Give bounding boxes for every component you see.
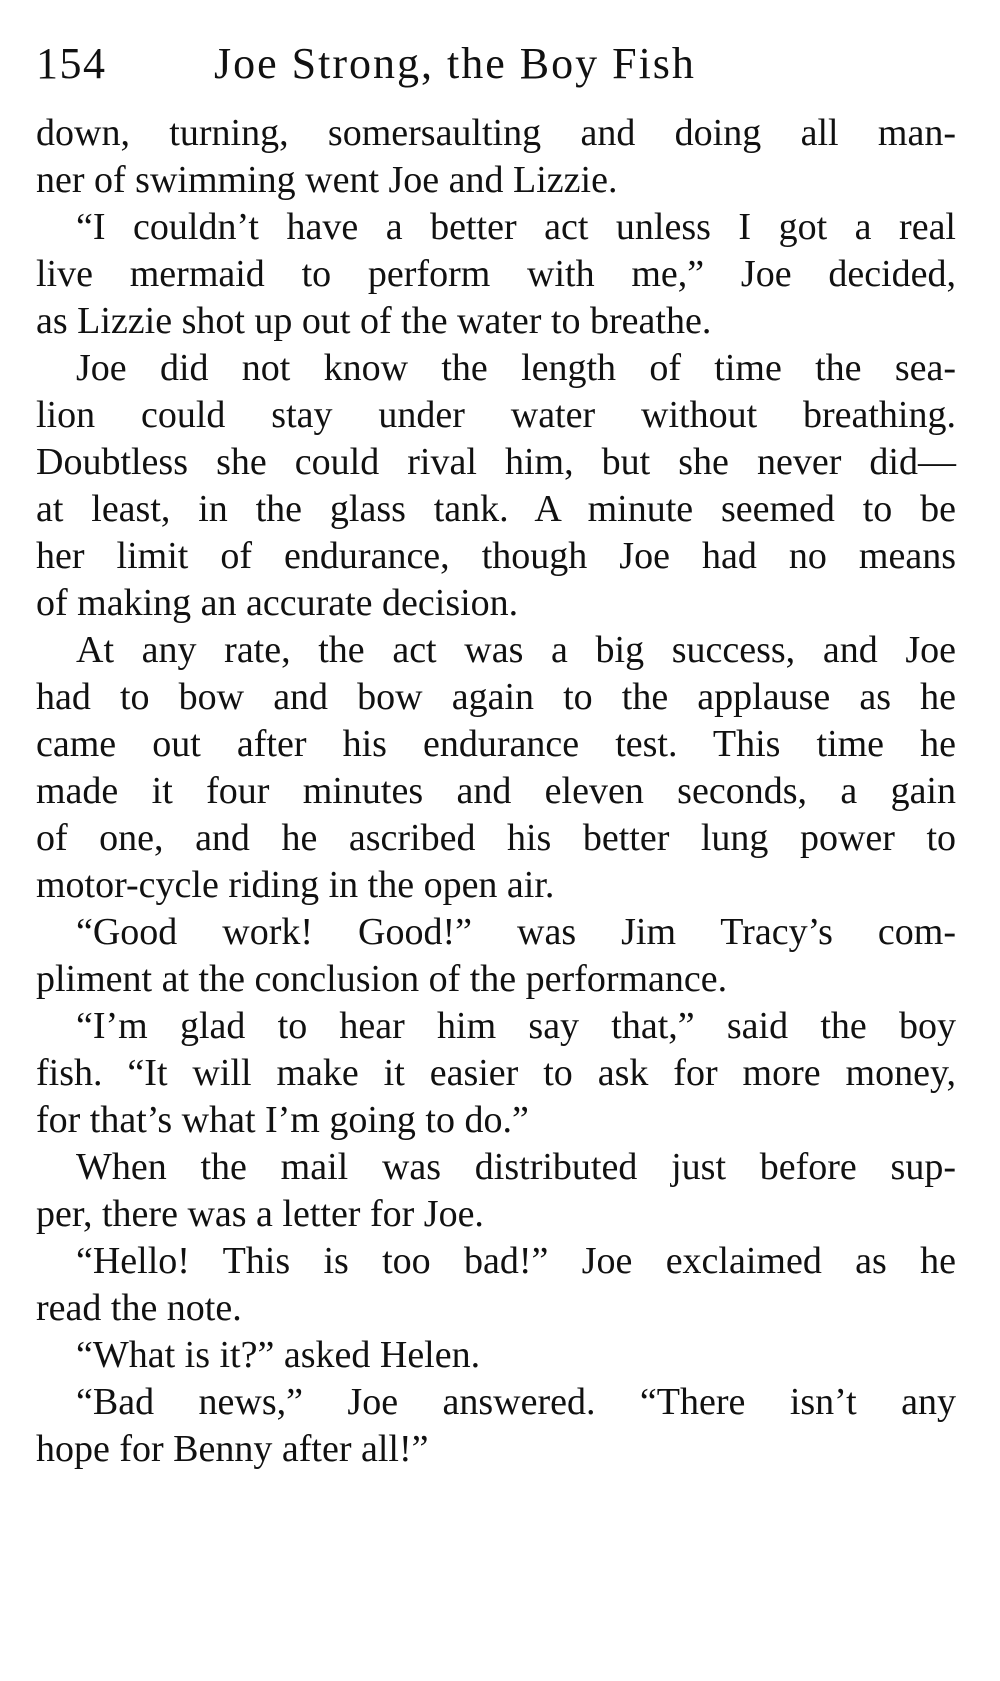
paragraph xyxy=(36,204,956,345)
running-title: Joe Strong, the Boy Fish xyxy=(214,39,696,88)
paragraph xyxy=(36,1332,956,1379)
text-line: “What is it?” asked Helen. xyxy=(76,1334,481,1376)
text-line: of making an accurate decision. xyxy=(36,582,519,624)
page-number: 154 xyxy=(36,39,107,88)
text-line: “Bad news,” Joe answered. “There isn’t any xyxy=(76,1381,956,1423)
text-line: Doubtless she could rival him, but she never did— xyxy=(36,441,956,483)
text-line: pliment at the conclusion of the performance. xyxy=(36,958,728,1000)
text-line: read the note. xyxy=(36,1287,242,1329)
text-line: motor-cycle riding in the open air. xyxy=(36,864,555,906)
text-line: When the mail was distributed just before sup- xyxy=(76,1146,956,1188)
text-line: came out after his endurance test. This time he xyxy=(36,723,956,765)
running-header xyxy=(36,38,956,104)
text-line: “I couldn’t have a better act unless I got a real xyxy=(76,206,956,248)
text-line: at least, in the glass tank. A minute seemed to be xyxy=(36,488,956,530)
text-line: fish. “It will make it easier to ask for more money, xyxy=(36,1052,956,1094)
text-line: lion could stay under water without breathing. xyxy=(36,394,956,436)
text-line: live mermaid to perform with me,” Joe decided, xyxy=(36,253,956,295)
text-line: per, there was a letter for Joe. xyxy=(36,1193,484,1235)
text-line: of one, and he ascribed his better lung power to xyxy=(36,817,956,859)
text-line: hope for Benny after all!” xyxy=(36,1428,429,1470)
text-line: At any rate, the act was a big success, and Joe xyxy=(76,629,956,671)
paragraph xyxy=(36,1144,956,1238)
paragraph xyxy=(36,909,956,1003)
text-line: “Good work! Good!” was Jim Tracy’s com- xyxy=(76,911,956,953)
paragraph xyxy=(36,1379,956,1473)
book-page xyxy=(36,38,956,1473)
paragraph xyxy=(36,345,956,627)
text-line: “Hello! This is too bad!” Joe exclaimed as he xyxy=(76,1240,956,1282)
paragraph xyxy=(36,1238,956,1332)
text-line: down, turning, somersaulting and doing all man- xyxy=(36,112,956,154)
body-text xyxy=(36,110,956,1473)
text-line: had to bow and bow again to the applause as he xyxy=(36,676,956,718)
paragraph xyxy=(36,110,956,204)
paragraph xyxy=(36,627,956,909)
paragraph xyxy=(36,1003,956,1144)
text-line: for that’s what I’m going to do.” xyxy=(36,1099,529,1141)
text-line: Joe did not know the length of time the sea- xyxy=(76,347,956,389)
text-line: her limit of endurance, though Joe had no means xyxy=(36,535,956,577)
text-line: as Lizzie shot up out of the water to breathe. xyxy=(36,300,712,342)
text-line: “I’m glad to hear him say that,” said the boy xyxy=(76,1005,956,1047)
text-line: ner of swimming went Joe and Lizzie. xyxy=(36,159,618,201)
text-line: made it four minutes and eleven seconds, a gain xyxy=(36,770,956,812)
